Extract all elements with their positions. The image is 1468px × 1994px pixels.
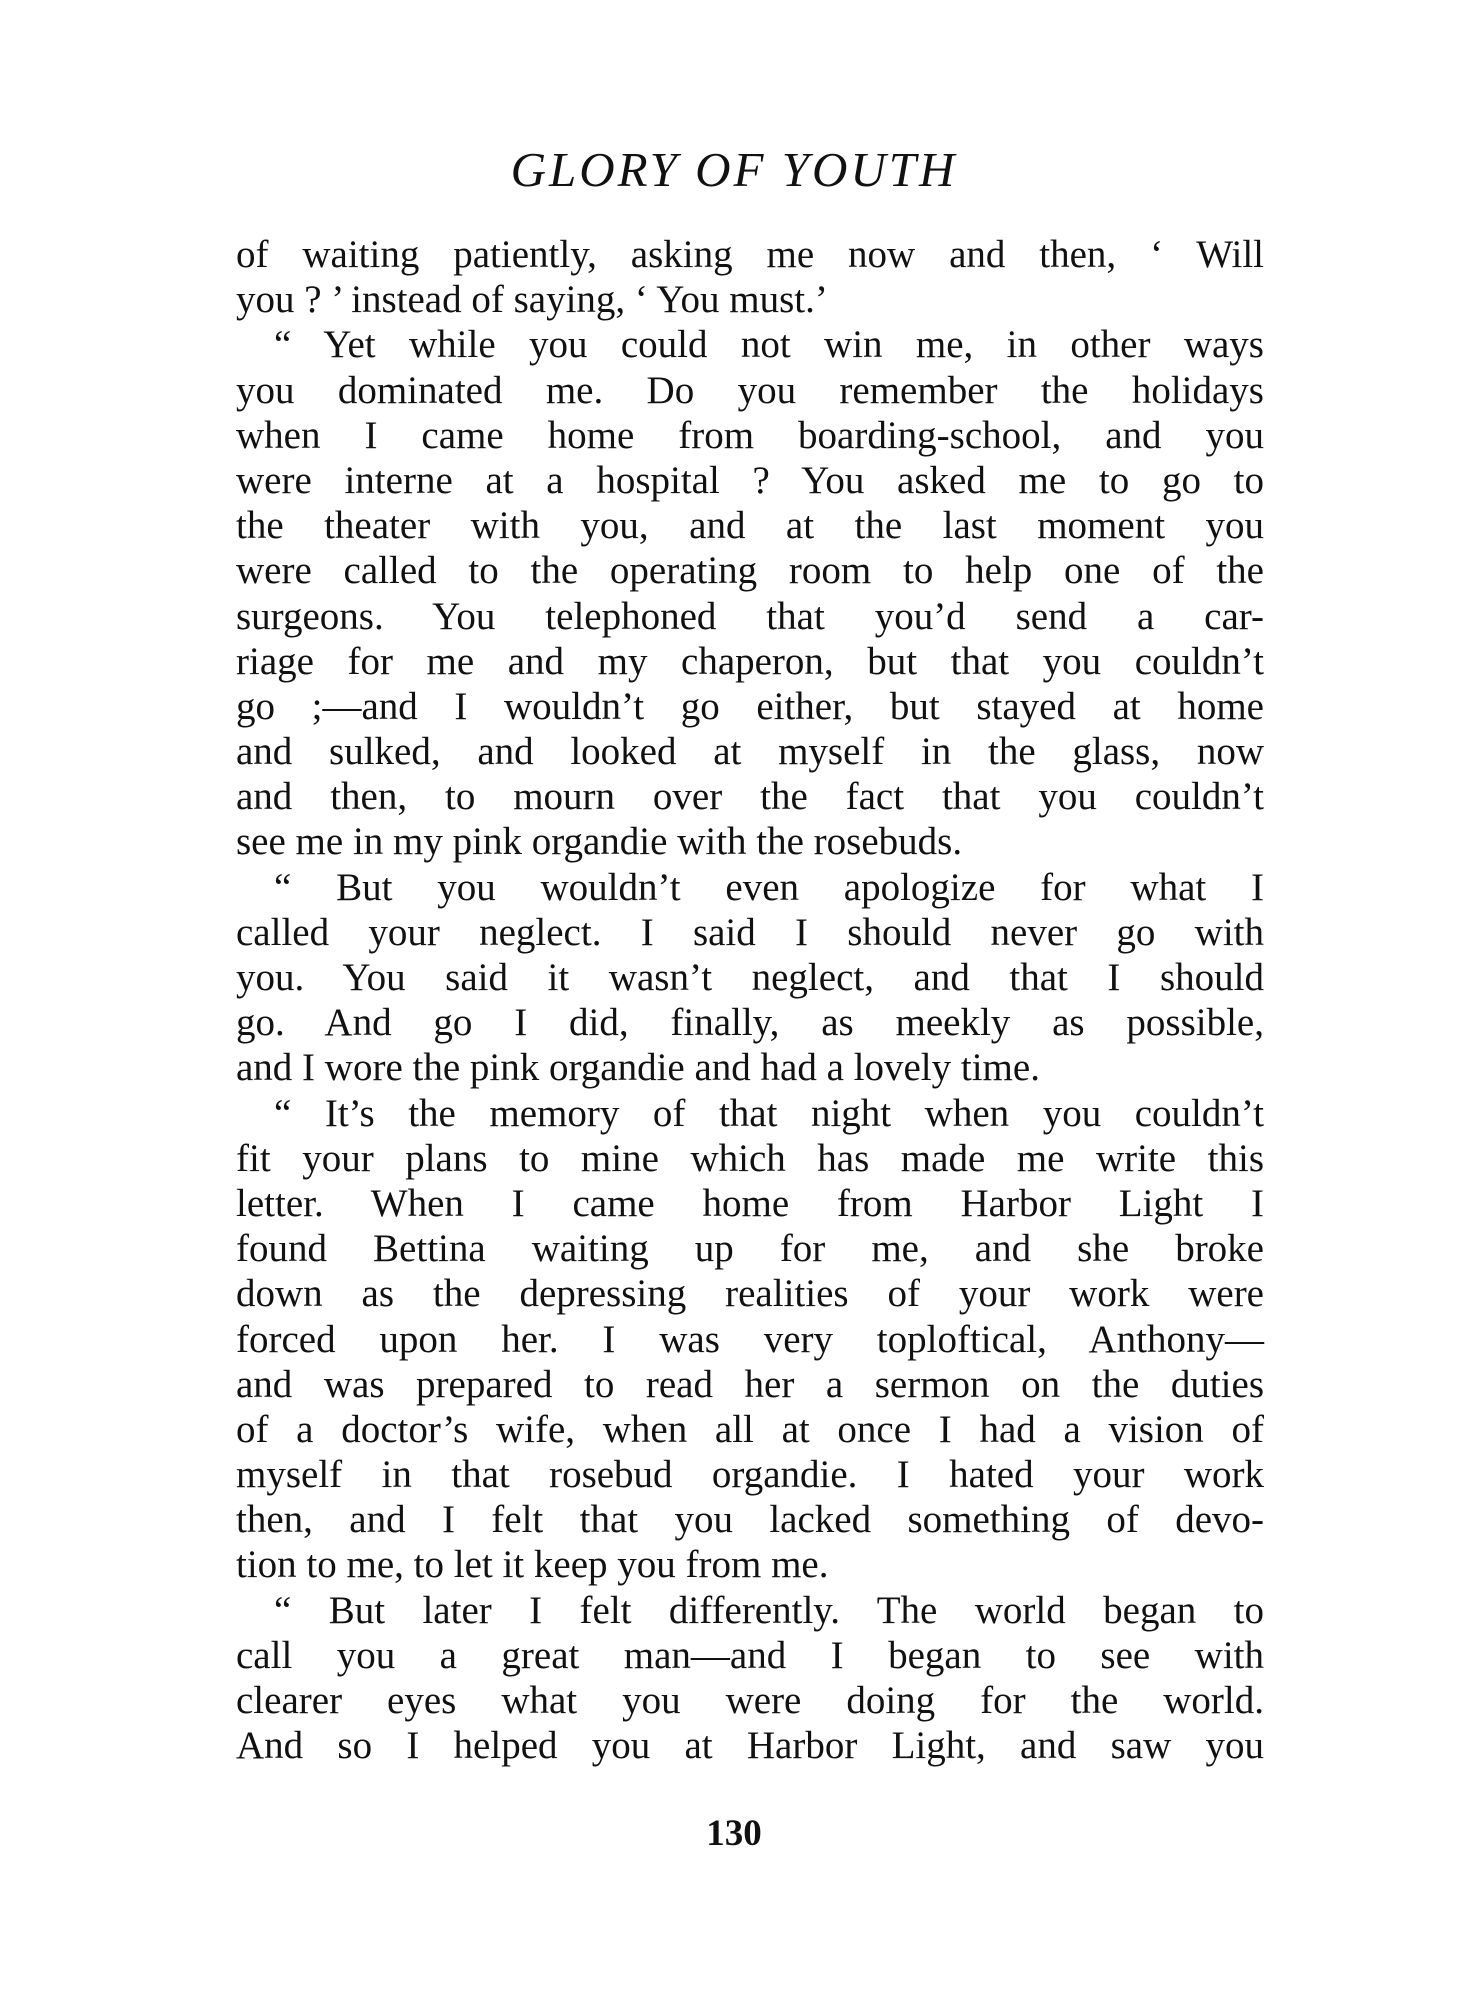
- text-line: you. You said it wasn’t neglect, and that I should: [236, 956, 1264, 999]
- text-line: letter. When I came home from Harbor Light I: [236, 1181, 1264, 1225]
- text-line: clearer eyes what you were doing for the world.: [236, 1679, 1264, 1722]
- text-line: riage for me and my chaperon, but that you couldn’t: [236, 639, 1264, 683]
- text-line: see me in my pink organdie with the rosebuds.: [236, 820, 963, 864]
- text-line: myself in that rosebud organdie. I hated your work: [236, 1453, 1264, 1497]
- text-line: tion to me, to let it keep you from me.: [236, 1543, 829, 1587]
- text-line: and I wore the pink organdie and had a lovely time.: [236, 1046, 1040, 1090]
- text-line: and then, to mourn over the fact that you couldn’t: [236, 775, 1264, 819]
- text-line: “ But later I felt differently. The world began to: [274, 1588, 1264, 1632]
- text-line: forced upon her. I was very toploftical, Anthony—: [236, 1317, 1264, 1361]
- text-line: go. And go I did, finally, as meekly as possible,: [236, 1001, 1264, 1045]
- text-line: fit your plans to mine which has made me write this: [236, 1136, 1264, 1180]
- text-line: you ? ’ instead of saying, ‘ You must.’: [236, 278, 828, 322]
- text-line: down as the depressing realities of your work were: [236, 1272, 1264, 1316]
- text-line: “ Yet while you could not win me, in other ways: [274, 323, 1264, 367]
- text-line: and sulked, and looked at myself in the glass, now: [236, 730, 1264, 774]
- text-line: you dominated me. Do you remember the holidays: [236, 368, 1264, 412]
- text-line: call you a great man—and I began to see with: [236, 1633, 1264, 1677]
- text-line: called your neglect. I said I should never go with: [236, 910, 1264, 954]
- page-number: 130: [706, 1813, 762, 1854]
- text-line: And so I helped you at Harbor Light, and saw you: [236, 1724, 1264, 1768]
- text-line: then, and I felt that you lacked something of devo-: [236, 1498, 1264, 1542]
- text-line: found Bettina waiting up for me, and she broke: [236, 1227, 1264, 1271]
- text-line: “ It’s the memory of that night when you couldn’t: [274, 1091, 1264, 1135]
- text-line: and was prepared to read her a sermon on the duties: [236, 1362, 1264, 1406]
- text-line: the theater with you, and at the last moment you: [236, 504, 1264, 548]
- running-head: GLORY OF YOUTH: [510, 142, 958, 197]
- text-line: go ;—and I wouldn’t go either, but stayed at home: [236, 684, 1264, 728]
- text-line: when I came home from boarding-school, and you: [236, 413, 1264, 457]
- body-text: [236, 232, 1264, 1768]
- text-line: of a doctor’s wife, when all at once I had a vision of: [236, 1407, 1264, 1451]
- text-line: of waiting patiently, asking me now and then, ‘ Will: [236, 233, 1264, 276]
- text-line: surgeons. You telephoned that you’d send a car-: [236, 594, 1264, 638]
- text-line: were called to the operating room to help one of the: [236, 549, 1264, 593]
- text-line: “ But you wouldn’t even apologize for what I: [274, 865, 1264, 909]
- text-line: were interne at a hospital ? You asked me to go to: [236, 458, 1264, 502]
